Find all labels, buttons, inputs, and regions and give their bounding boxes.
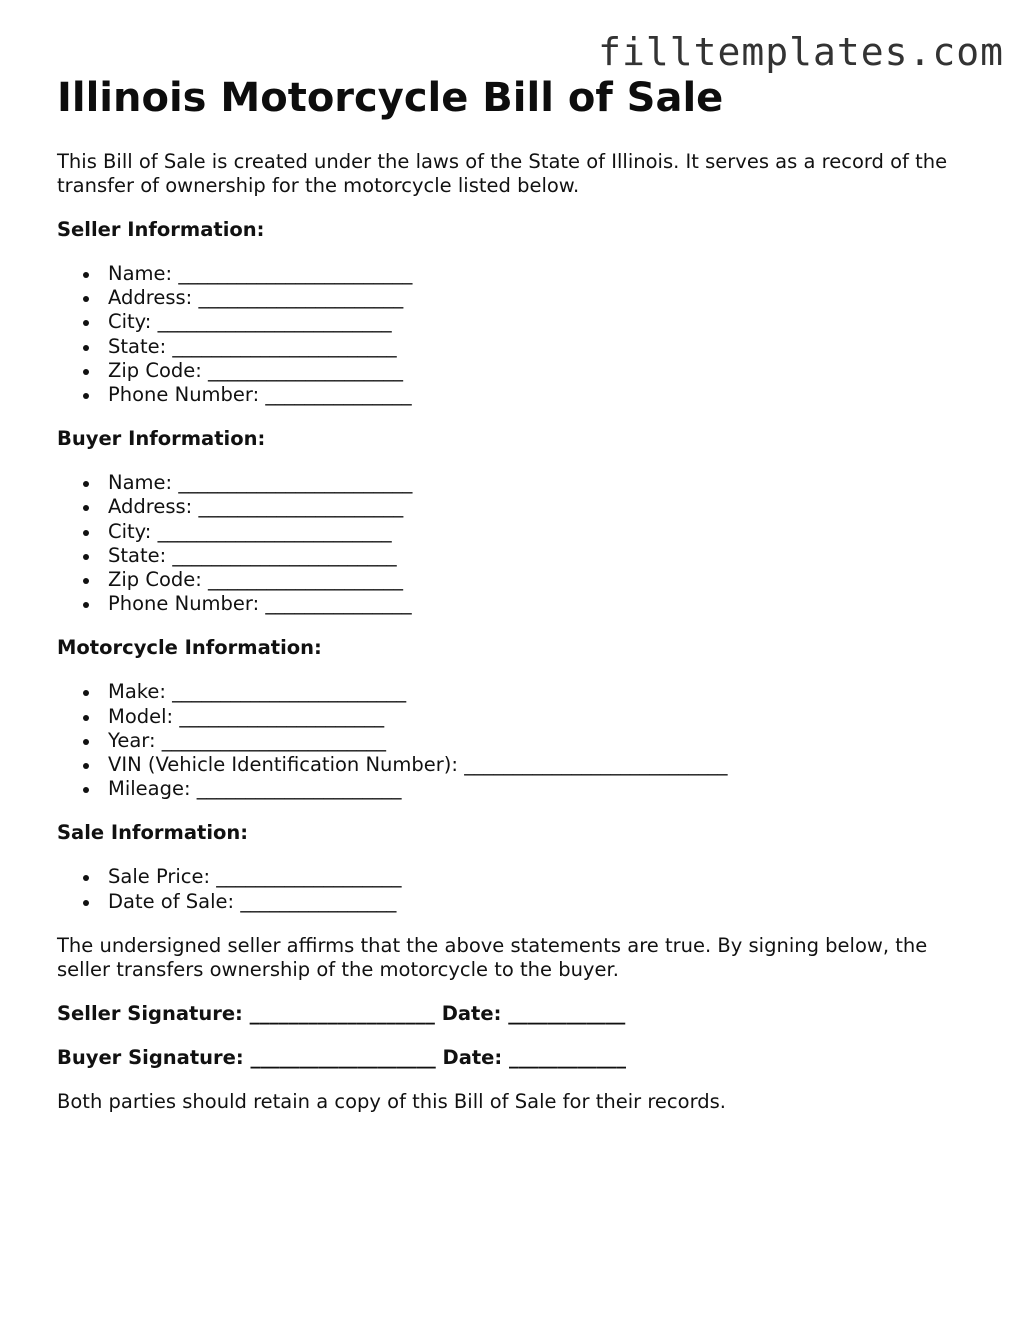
fill-blank[interactable]: ___________________________ xyxy=(464,753,728,777)
watermark: filltemplates.com xyxy=(598,30,1004,74)
fill-blank[interactable]: ________________________ xyxy=(157,310,392,334)
motorcycle-vin-field[interactable]: VIN (Vehicle Identification Number): ___________________________ xyxy=(83,753,987,777)
fill-blank[interactable]: _______________________ xyxy=(172,543,397,567)
sale-section-heading: Sale Information: xyxy=(57,821,249,845)
final-note: Both parties should retain a copy of this Bill of Sale for their records. xyxy=(57,1089,726,1113)
seller-date-blank[interactable]: ____________ xyxy=(508,1001,626,1025)
seller-date-label: Date: xyxy=(441,1001,502,1025)
buyer-date-blank[interactable]: ____________ xyxy=(509,1045,627,1069)
seller-address-field[interactable]: Address: _____________________ xyxy=(83,286,987,310)
fill-blank[interactable]: ________________________ xyxy=(157,519,392,543)
buyer-name-field[interactable]: Name: ________________________ xyxy=(83,471,987,495)
seller-section-heading: Seller Information: xyxy=(57,218,265,241)
fill-blank[interactable]: _____________________ xyxy=(179,704,385,728)
buyer-signature-label: Buyer Signature: xyxy=(57,1045,244,1069)
buyer-address-field[interactable]: Address: _____________________ xyxy=(83,495,987,519)
seller-signature-line xyxy=(57,1002,987,1026)
buyer-date-label: Date: xyxy=(442,1045,503,1069)
buyer-city-field[interactable]: City: ________________________ xyxy=(83,520,987,544)
motorcycle-make-field[interactable]: Make: ________________________ xyxy=(83,680,987,704)
motorcycle-year-field[interactable]: Year: _______________________ xyxy=(83,729,987,753)
fill-blank[interactable]: _______________ xyxy=(265,592,412,616)
seller-name-field[interactable]: Name: ________________________ xyxy=(83,262,987,286)
fill-blank[interactable]: _______________________ xyxy=(172,334,397,358)
seller-city-field[interactable]: City: ________________________ xyxy=(83,310,987,334)
seller-zip-field[interactable]: Zip Code: ____________________ xyxy=(83,359,987,383)
buyer-phone-field[interactable]: Phone Number: _______________ xyxy=(83,592,987,616)
motorcycle-field-list xyxy=(57,680,987,801)
fill-blank[interactable]: ________________________ xyxy=(178,471,413,495)
sale-date-field[interactable]: Date of Sale: ________________ xyxy=(83,890,987,914)
fill-blank[interactable]: _____________________ xyxy=(198,495,404,519)
intro-paragraph: This Bill of Sale is created under the laws of the State of Illinois. It serves as a record of the transfer of ownership for the motorcycle listed below. xyxy=(57,150,948,197)
fill-blank[interactable]: _______________________ xyxy=(161,728,386,752)
motorcycle-mileage-field[interactable]: Mileage: _____________________ xyxy=(83,777,987,801)
buyer-signature-blank[interactable]: ___________________ xyxy=(250,1045,436,1069)
seller-phone-field[interactable]: Phone Number: _______________ xyxy=(83,383,987,407)
sale-field-list xyxy=(57,865,987,913)
seller-signature-label: Seller Signature: xyxy=(57,1001,243,1025)
document-page xyxy=(57,70,987,1114)
seller-field-list xyxy=(57,262,987,407)
fill-blank[interactable]: ________________ xyxy=(240,889,397,913)
buyer-zip-field[interactable]: Zip Code: ____________________ xyxy=(83,568,987,592)
fill-blank[interactable]: ____________________ xyxy=(208,568,404,592)
sale-price-field[interactable]: Sale Price: ___________________ xyxy=(83,865,987,889)
fill-blank[interactable]: _____________________ xyxy=(198,286,404,310)
fill-blank[interactable]: _______________ xyxy=(265,383,412,407)
seller-state-field[interactable]: State: _______________________ xyxy=(83,335,987,359)
seller-signature-blank[interactable]: ___________________ xyxy=(249,1001,435,1025)
closing-paragraph: The undersigned seller affirms that the above statements are true. By signing below, the seller transfers ownership of the motorcycle to the buyer. xyxy=(57,933,928,981)
fill-blank[interactable]: _____________________ xyxy=(196,777,402,801)
page-title: Illinois Motorcycle Bill of Sale xyxy=(57,75,724,121)
buyer-field-list xyxy=(57,471,987,616)
buyer-signature-line xyxy=(57,1046,987,1070)
motorcycle-model-field[interactable]: Model: _____________________ xyxy=(83,705,987,729)
buyer-section-heading: Buyer Information: xyxy=(57,427,266,451)
fill-blank[interactable]: ________________________ xyxy=(178,262,413,285)
fill-blank[interactable]: ________________________ xyxy=(172,680,407,704)
fill-blank[interactable]: ____________________ xyxy=(208,358,404,382)
buyer-state-field[interactable]: State: _______________________ xyxy=(83,544,987,568)
fill-blank[interactable]: ___________________ xyxy=(216,865,402,889)
motorcycle-section-heading: Motorcycle Information: xyxy=(57,636,322,660)
